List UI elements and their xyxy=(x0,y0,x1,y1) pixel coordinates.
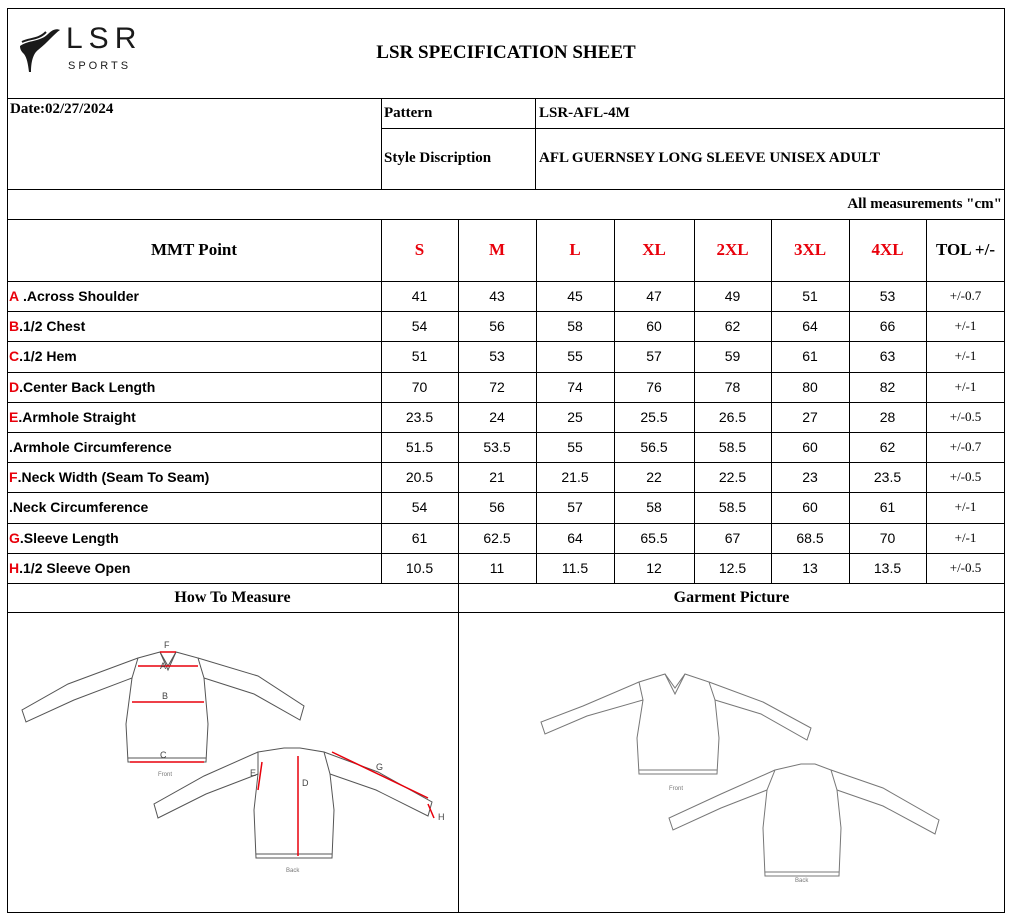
marker-e: E xyxy=(250,768,257,778)
table-cell: 26.5 xyxy=(718,408,747,425)
marker-c: C xyxy=(160,750,167,760)
table-cell: 59 xyxy=(724,348,741,365)
table-cell: 12.5 xyxy=(718,559,747,576)
table-cell: 21 xyxy=(489,469,505,486)
row-name: .1/2 Hem xyxy=(19,348,77,365)
marker-d: D xyxy=(302,778,309,788)
table-cell: 57 xyxy=(567,499,583,516)
table-cell: 51 xyxy=(411,348,428,365)
tolerance-cell: +/-0.5 xyxy=(949,469,982,485)
size-header: M xyxy=(488,240,506,259)
table-cell: 56 xyxy=(489,318,505,335)
table-row-label xyxy=(7,492,381,522)
table-cell: 25 xyxy=(567,408,583,425)
table-cell: 65.5 xyxy=(640,529,668,546)
row-name: .Neck Circumference xyxy=(9,499,149,516)
units-note: All measurements "cm" xyxy=(847,195,1002,212)
garment-picture-heading: Garment Picture xyxy=(673,588,790,606)
tolerance-cell: +/-1 xyxy=(954,348,977,364)
pattern-label: Pattern xyxy=(384,104,433,121)
row-name: .1/2 Chest xyxy=(19,318,86,335)
marker-a: A xyxy=(160,661,167,671)
table-cell: 54 xyxy=(411,318,428,335)
table-cell: 66 xyxy=(879,318,896,335)
row-code: F xyxy=(9,469,18,486)
row-name: .Armhole Straight xyxy=(18,408,136,425)
row-name: .Across Shoulder xyxy=(19,288,139,305)
table-cell: 11.5 xyxy=(561,559,589,576)
garment-front-caption: Front xyxy=(669,786,684,792)
table-cell: 24 xyxy=(489,408,505,425)
table-cell: 60 xyxy=(646,318,662,335)
table-cell: 23.5 xyxy=(405,408,434,425)
marker-g: G xyxy=(376,762,384,772)
row-code: D xyxy=(9,378,20,395)
tolerance-cell: +/-0.5 xyxy=(949,408,982,424)
table-cell: 64 xyxy=(567,529,583,546)
row-name: .Neck Width (Seam To Seam) xyxy=(17,469,210,486)
table-cell: 23 xyxy=(802,469,818,486)
style-value: AFL GUERNSEY LONG SLEEVE UNISEX ADULT xyxy=(539,150,881,166)
table-cell: 22.5 xyxy=(718,469,747,486)
row-code: H xyxy=(9,559,20,576)
measure-diagram xyxy=(8,614,458,912)
table-cell: 12 xyxy=(646,559,662,576)
table-cell: 60 xyxy=(802,499,818,516)
tolerance-cell: +/-1 xyxy=(954,499,977,515)
table-cell: 80 xyxy=(802,378,818,395)
table-cell: 43 xyxy=(489,288,505,305)
table-row-label xyxy=(7,311,381,341)
table-cell: 63 xyxy=(879,348,896,365)
table-row-label xyxy=(7,372,381,402)
back-caption: Back xyxy=(286,868,300,874)
date-field: Date:02/27/2024 xyxy=(10,101,114,117)
table-row-label xyxy=(7,432,381,462)
table-cell: 53 xyxy=(879,288,896,305)
row-name: .Center Back Length xyxy=(19,378,156,395)
size-header: S xyxy=(414,240,425,259)
table-row-label xyxy=(7,553,381,583)
table-cell: 58 xyxy=(567,318,583,335)
table-cell: 74 xyxy=(567,378,583,395)
table-cell: 13.5 xyxy=(873,559,902,576)
table-cell: 28 xyxy=(879,408,896,425)
table-cell: 58.5 xyxy=(718,439,747,456)
row-code: G xyxy=(9,529,20,546)
page-title: LSR SPECIFICATION SHEET xyxy=(376,42,636,63)
garment-back-caption: Back xyxy=(795,878,809,884)
table-row-label xyxy=(7,462,381,492)
table-cell: 13 xyxy=(802,559,818,576)
table-cell: 62.5 xyxy=(483,529,511,546)
table-row-label xyxy=(7,281,381,311)
tolerance-cell: +/-0.7 xyxy=(949,288,982,304)
how-to-measure-heading: How To Measure xyxy=(174,588,291,606)
row-name: .Armhole Circumference xyxy=(9,439,172,456)
table-cell: 53 xyxy=(489,348,505,365)
tol-header: TOL +/- xyxy=(936,240,995,259)
table-cell: 57 xyxy=(646,348,662,365)
row-code: B xyxy=(9,318,20,335)
size-header: 4XL xyxy=(871,240,904,259)
tolerance-cell: +/-1 xyxy=(954,318,977,334)
table-cell: 61 xyxy=(802,348,818,365)
table-cell: 64 xyxy=(802,318,818,335)
table-cell: 49 xyxy=(724,288,741,305)
table-cell: 55 xyxy=(567,439,583,456)
table-row-label xyxy=(7,341,381,371)
table-row-label xyxy=(7,402,381,432)
size-header: 2XL xyxy=(716,240,749,259)
table-cell: 56.5 xyxy=(640,439,668,456)
front-caption: Front xyxy=(158,772,173,778)
table-cell: 41 xyxy=(411,288,428,305)
table-cell: 45 xyxy=(567,288,583,305)
table-cell: 62 xyxy=(724,318,741,335)
table-cell: 58 xyxy=(646,499,662,516)
tolerance-cell: +/-0.5 xyxy=(949,559,982,575)
style-label: Style Discription xyxy=(384,150,492,166)
table-cell: 70 xyxy=(879,529,896,546)
row-name: .Sleeve Length xyxy=(19,529,119,546)
table-cell: 51.5 xyxy=(405,439,434,456)
table-cell: 58.5 xyxy=(718,499,747,516)
table-cell: 20.5 xyxy=(405,469,434,486)
table-cell: 61 xyxy=(411,529,428,546)
row-code: E xyxy=(9,408,19,425)
marker-b: B xyxy=(162,691,169,701)
table-cell: 25.5 xyxy=(640,408,668,425)
table-cell: 60 xyxy=(802,439,818,456)
table-cell: 70 xyxy=(411,378,428,395)
table-cell: 22 xyxy=(646,469,662,486)
table-cell: 11 xyxy=(489,559,505,576)
table-cell: 55 xyxy=(567,348,583,365)
brand-sub: SPORTS xyxy=(68,60,132,72)
table-cell: 47 xyxy=(646,288,662,305)
table-cell: 76 xyxy=(646,378,662,395)
row-code: C xyxy=(9,348,20,365)
table-cell: 72 xyxy=(489,378,505,395)
table-cell: 78 xyxy=(724,378,741,395)
table-row-label xyxy=(7,523,381,553)
table-cell: 68.5 xyxy=(796,529,824,546)
tolerance-cell: +/-0.7 xyxy=(949,439,982,455)
marker-h: H xyxy=(438,812,445,822)
table-cell: 53.5 xyxy=(483,439,511,456)
table-cell: 62 xyxy=(879,439,896,456)
table-cell: 56 xyxy=(489,499,505,516)
table-cell: 27 xyxy=(802,408,818,425)
table-cell: 67 xyxy=(724,529,741,546)
table-cell: 61 xyxy=(879,499,896,516)
row-code: A xyxy=(9,288,20,305)
brand-name: LSR xyxy=(66,22,143,55)
table-cell: 23.5 xyxy=(873,469,902,486)
table-cell: 82 xyxy=(879,378,896,395)
pattern-value: LSR-AFL-4M xyxy=(539,104,630,121)
tolerance-cell: +/-1 xyxy=(954,529,977,545)
size-header: XL xyxy=(642,240,666,259)
table-cell: 10.5 xyxy=(405,559,434,576)
tolerance-cell: +/-1 xyxy=(954,378,977,394)
garment-picture xyxy=(459,614,1004,912)
table-cell: 54 xyxy=(411,499,428,516)
table-cell: 51 xyxy=(802,288,818,305)
marker-f: F xyxy=(164,640,170,650)
size-header: L xyxy=(569,240,581,259)
size-header: 3XL xyxy=(793,240,827,259)
table-cell: 21.5 xyxy=(561,469,589,486)
row-name: .1/2 Sleeve Open xyxy=(19,559,131,576)
mmt-header: MMT Point xyxy=(150,240,238,259)
